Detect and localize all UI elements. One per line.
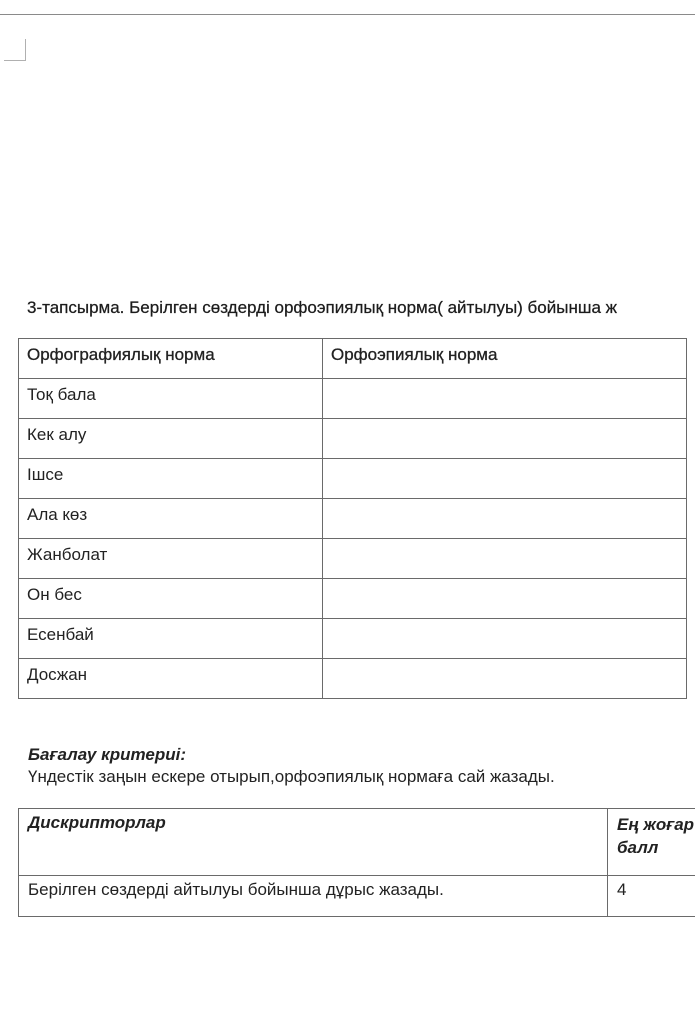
answer-cell[interactable] (323, 499, 687, 539)
word-cell: Ала көз (19, 499, 323, 539)
criteria-table-header (19, 809, 695, 876)
table-row (19, 659, 687, 699)
table-row (19, 579, 687, 619)
table-row (19, 379, 687, 419)
header-descriptors: Дискрипторлар (19, 809, 608, 876)
answer-cell[interactable] (323, 539, 687, 579)
table-row (19, 419, 687, 459)
table-row (19, 539, 687, 579)
page-top-border (0, 14, 695, 15)
word-cell: Досжан (19, 659, 323, 699)
header-orthographic: Орфографиялық норма (19, 339, 323, 379)
criteria-text: Үндестік заңын ескере отырып,орфоэпиялық нормаға сай жазады. (28, 767, 555, 786)
word-cell: Он бес (19, 579, 323, 619)
header-orthoepic: Орфоэпиялық норма (323, 339, 687, 379)
task-title: 3-тапсырма. Берілген сөздерді орфоэпиялық норма( айтылуы) бойынша ж (27, 298, 618, 317)
score-cell: 4 (608, 876, 695, 917)
table-row (19, 876, 695, 917)
word-cell: Есенбай (19, 619, 323, 659)
norm-table-header (19, 339, 687, 379)
table-row (19, 459, 687, 499)
table-row (19, 619, 687, 659)
word-cell: Жанболат (19, 539, 323, 579)
header-max-score: Ең жоғар балл (608, 809, 695, 876)
answer-cell[interactable] (323, 619, 687, 659)
criteria-table (18, 808, 695, 917)
criteria-heading: Бағалау критериі: (28, 745, 186, 764)
answer-cell[interactable] (323, 419, 687, 459)
answer-cell[interactable] (323, 579, 687, 619)
answer-cell[interactable] (323, 379, 687, 419)
norm-table (18, 338, 687, 699)
answer-cell[interactable] (323, 459, 687, 499)
table-row (19, 499, 687, 539)
page-corner-mark (4, 39, 26, 61)
word-cell: Ішсе (19, 459, 323, 499)
word-cell: Тоқ бала (19, 379, 323, 419)
descriptor-cell: Берілген сөздерді айтылуы бойынша дұрыс жазады. (19, 876, 608, 917)
word-cell: Кек алу (19, 419, 323, 459)
answer-cell[interactable] (323, 659, 687, 699)
